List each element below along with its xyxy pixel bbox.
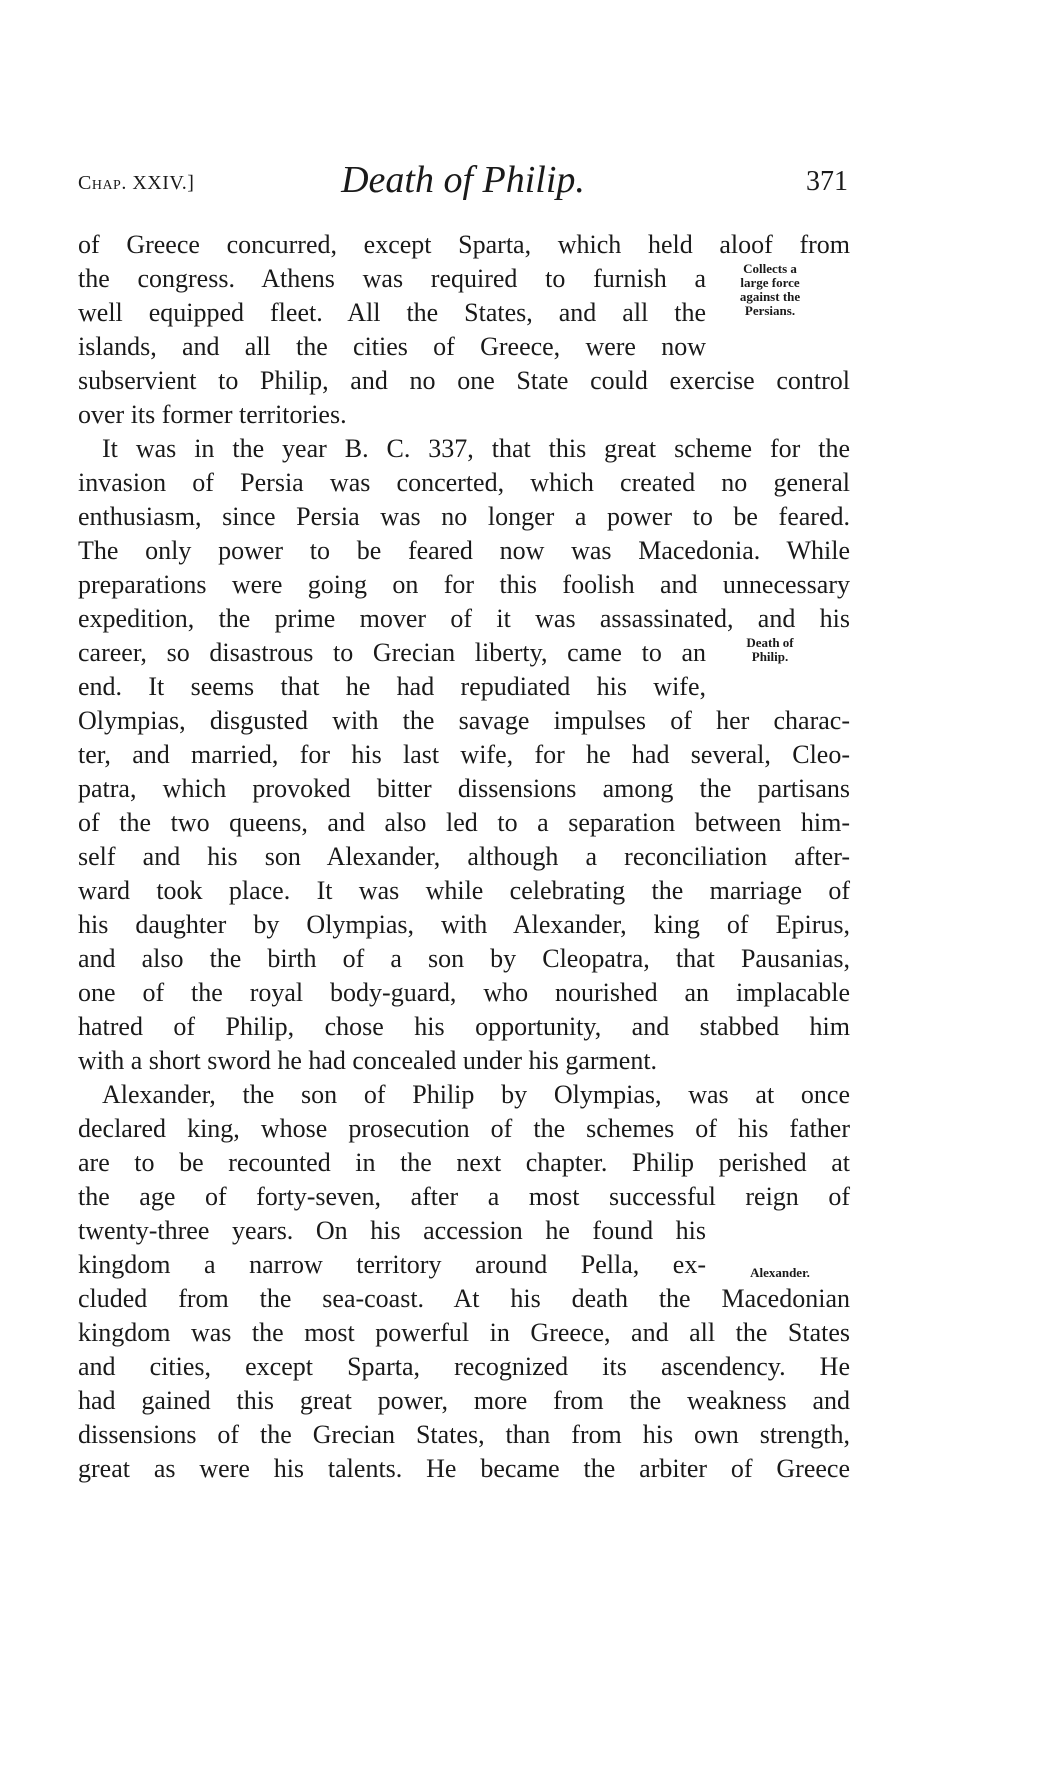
text-line: and cities, except Sparta, recognized its ascendency. He	[78, 1352, 850, 1381]
text-line: ward took place. It was while celebrating the marriage of	[78, 876, 850, 905]
page-number: 371	[806, 166, 848, 197]
text-line: ter, and married, for his last wife, for he had several, Cleo-	[78, 740, 850, 769]
text-line: expedition, the prime mover of it was assassinated, and his	[78, 604, 850, 633]
text-line: dissensions of the Grecian States, than from his own strength,	[78, 1420, 850, 1449]
margin-note-line: Death of	[746, 635, 794, 650]
text-line: well equipped fleet. All the States, and all the	[78, 298, 706, 327]
text-line: had gained this great power, more from the weakness and	[78, 1386, 850, 1415]
text-line: of the two queens, and also led to a separation between him-	[78, 808, 850, 837]
text-line: his daughter by Olympias, with Alexander, king of Epirus,	[78, 910, 850, 939]
text-line: of Greece concurred, except Sparta, which held aloof from	[78, 230, 850, 259]
text-line: enthusiasm, since Persia was no longer a power to be feared.	[78, 502, 850, 531]
margin-note-line: Persians.	[744, 303, 796, 318]
text-line: over its former territories.	[78, 400, 347, 429]
text-line: patra, which provoked bitter dissensions among the partisans	[78, 774, 850, 803]
text-line: kingdom a narrow territory around Pella, ex-	[78, 1250, 706, 1279]
margin-note-line: Collects a	[743, 261, 797, 276]
margin-note-line: large force	[740, 275, 800, 290]
text-line: The only power to be feared now was Macedonia. While	[78, 536, 850, 565]
text-line: are to be recounted in the next chapter. Philip perished at	[78, 1148, 850, 1177]
text-line: It was in the year B. C. 337, that this great scheme for the	[102, 434, 850, 463]
text-line: islands, and all the cities of Greece, were now	[78, 332, 706, 361]
text-line: the age of forty-seven, after a most successful reign of	[78, 1182, 850, 1211]
running-header	[78, 150, 848, 200]
text-line: invasion of Persia was concerted, which created no general	[78, 468, 850, 497]
margin-note-line: against the	[739, 289, 801, 304]
body-text	[78, 228, 850, 1486]
text-line: subservient to Philip, and no one State could exercise control	[78, 366, 850, 395]
margin-note-line: Alexander.	[750, 1265, 810, 1280]
text-line: end. It seems that he had repudiated his wife,	[78, 672, 706, 701]
chapter-label: Chap. XXIV.]	[78, 172, 195, 194]
margin-note-line: Philip.	[751, 649, 789, 664]
text-line: twenty-three years. On his accession he found his	[78, 1216, 706, 1245]
text-line: preparations were going on for this foolish and unnecessary	[78, 570, 850, 599]
text-line: the congress. Athens was required to furnish a	[78, 264, 706, 293]
text-line: and also the birth of a son by Cleopatra, that Pausanias,	[78, 944, 850, 973]
text-line: hatred of Philip, chose his opportunity, and stabbed him	[78, 1012, 850, 1041]
text-line: cluded from the sea-coast. At his death the Macedonian	[78, 1284, 850, 1313]
text-line: Alexander, the son of Philip by Olympias, was at once	[102, 1080, 850, 1109]
text-line: Olympias, disgusted with the savage impulses of her charac-	[78, 706, 850, 735]
text-line: great as were his talents. He became the arbiter of Greece	[78, 1454, 850, 1483]
text-line: self and his son Alexander, although a reconciliation after-	[78, 842, 850, 871]
text-line: kingdom was the most powerful in Greece, and all the States	[78, 1318, 850, 1347]
text-line: declared king, whose prosecution of the schemes of his father	[78, 1114, 850, 1143]
running-title: Death of Philip.	[341, 159, 585, 201]
text-line: one of the royal body-guard, who nourished an implacable	[78, 978, 850, 1007]
text-line: with a short sword he had concealed under his garment.	[78, 1046, 658, 1075]
text-line: career, so disastrous to Grecian liberty, came to an	[78, 638, 706, 667]
